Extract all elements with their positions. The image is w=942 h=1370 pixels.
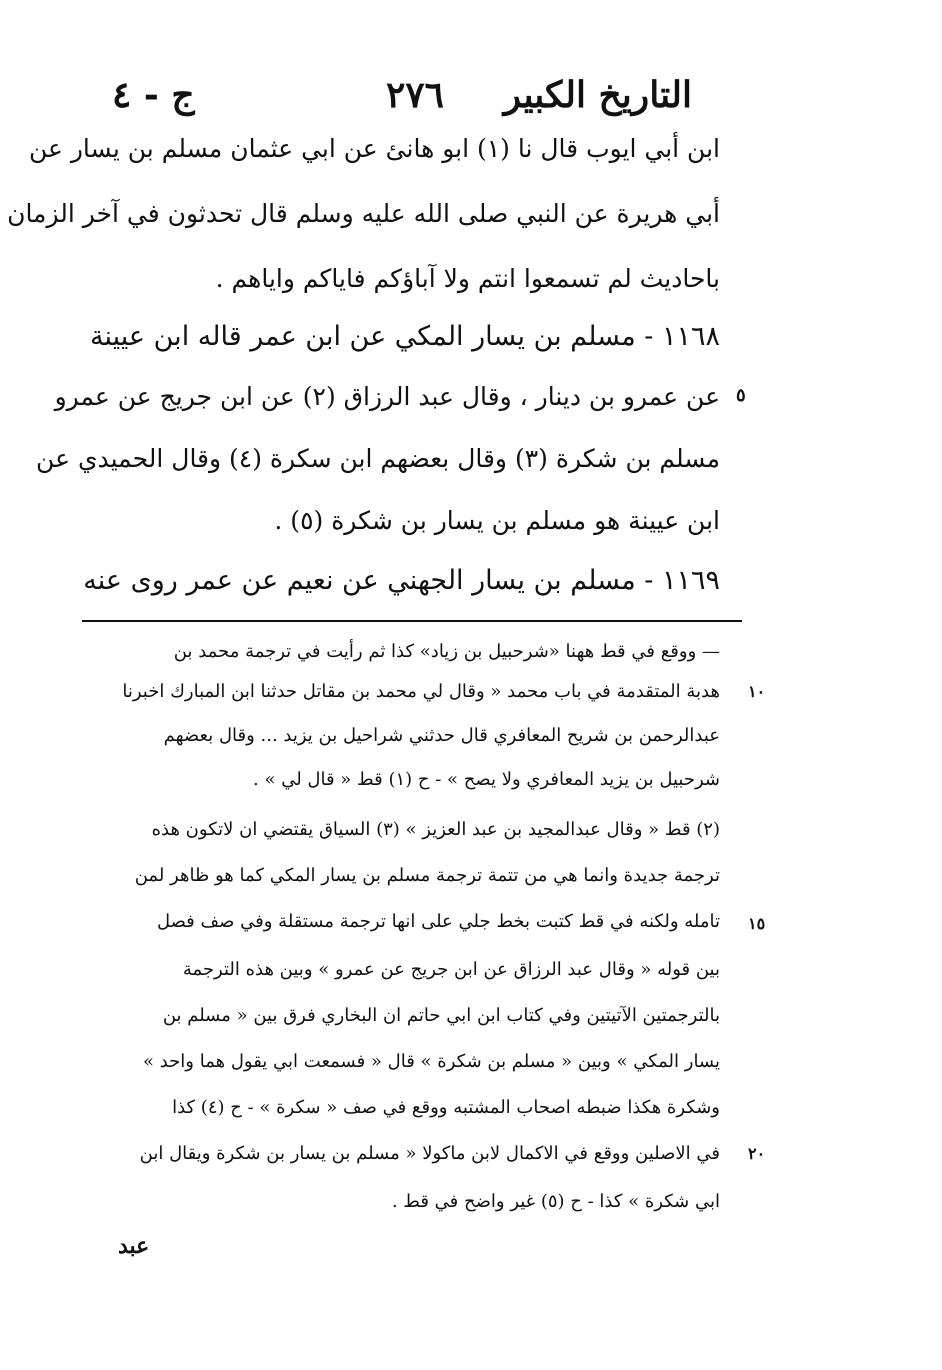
footnote-line: — ووقع في قط ههنا «شرحبيل بن زياد» كذا ثم رأيت في ترجمة محمد بن — [173, 641, 720, 662]
text-line: مسلم بن شكرة (٣) وقال بعضهم ابن سكرة (٤) وقال الحميدي عن — [36, 444, 720, 473]
line-number: ١٠ — [748, 682, 766, 701]
line-number: ٢٠ — [748, 1144, 766, 1163]
footnote-line: عبدالرحمن بن شريح المعافري قال حدثني شراحيل بن يزيد ... وقال بعضهم — [163, 725, 720, 746]
footnote-line: شرحبيل بن يزيد المعافري ولا يصح » - ح (١) قط « قال لي » . — [253, 769, 720, 790]
line-number: ٥ — [736, 385, 746, 406]
footnote-divider — [82, 620, 742, 622]
book-title: التاريخ الكبير — [503, 74, 692, 116]
text-line: أبي هريرة عن النبي صلى الله عليه وسلم قال تحدثون في آخر الزمان — [7, 199, 720, 228]
footnote-line: هدبة المتقدمة في باب محمد « وقال لي محمد بن مقاتل حدثنا ابن المبارك اخبرنا — [122, 681, 720, 702]
footnote-line: بين قوله « وقال عبد الرزاق عن ابن جريج عن عمرو » وبين هذه الترجمة — [182, 959, 720, 980]
footnote-line: وشكرة هكذا ضبطه اصحاب المشتبه ووقع في صف « سكرة » - ح (٤) كذا — [172, 1097, 720, 1118]
footnote-line: بالترجمتين الآتيتين وفي كتاب ابن ابي حاتم ان البخاري فرق بين « مسلم بن — [162, 1005, 720, 1026]
page-number: ٢٧٦ — [385, 74, 444, 116]
volume-label: ج - ٤ — [112, 74, 195, 116]
footnote-line: تامله ولكنه في قط كتبت بخط جلي على انها ترجمة مستقلة وفي صف فصل — [156, 911, 720, 932]
text-line: ابن عيينة هو مسلم بن يسار بن شكرة (٥) . — [274, 506, 720, 535]
text-line: باحاديث لم تسمعوا انتم ولا آباؤكم فاياكم واياهم . — [215, 264, 720, 293]
entry-1169-heading: ١١٦٩ - مسلم بن يسار الجهني عن نعيم عن عمر روى عنه — [83, 565, 720, 596]
footnote-line: يسار المكي » وبين « مسلم بن شكرة » قال « فسمعت ابي يقول هما واحد » — [142, 1051, 720, 1072]
footnote-line: (٢) قط « وقال عبدالمجيد بن عبد العزيز » (٣) السياق يقتضي ان لاتكون هذه — [151, 819, 720, 840]
entry-1168-heading: ١١٦٨ - مسلم بن يسار المكي عن ابن عمر قاله ابن عيينة — [90, 321, 720, 352]
catchword: عبد — [118, 1233, 150, 1259]
line-number: ١٥ — [748, 914, 766, 933]
footnote-line: ترجمة جديدة وانما هي من تتمة ترجمة مسلم بن يسار المكي كما هو ظاهر لمن — [134, 865, 720, 886]
footnote-line: في الاصلين ووقع في الاكمال لابن ماكولا « مسلم بن يسار بن شكرة ويقال ابن — [139, 1143, 720, 1164]
text-line: ابن أبي ايوب قال نا (١) ابو هانئ عن ابي عثمان مسلم بن يسار عن — [28, 134, 720, 163]
text-line: عن عمرو بن دينار ، وقال عبد الرزاق (٢) عن ابن جريج عن عمرو — [54, 382, 720, 411]
footnote-line: ابي شكرة » كذا - ح (٥) غير واضح في قط . — [391, 1191, 720, 1212]
